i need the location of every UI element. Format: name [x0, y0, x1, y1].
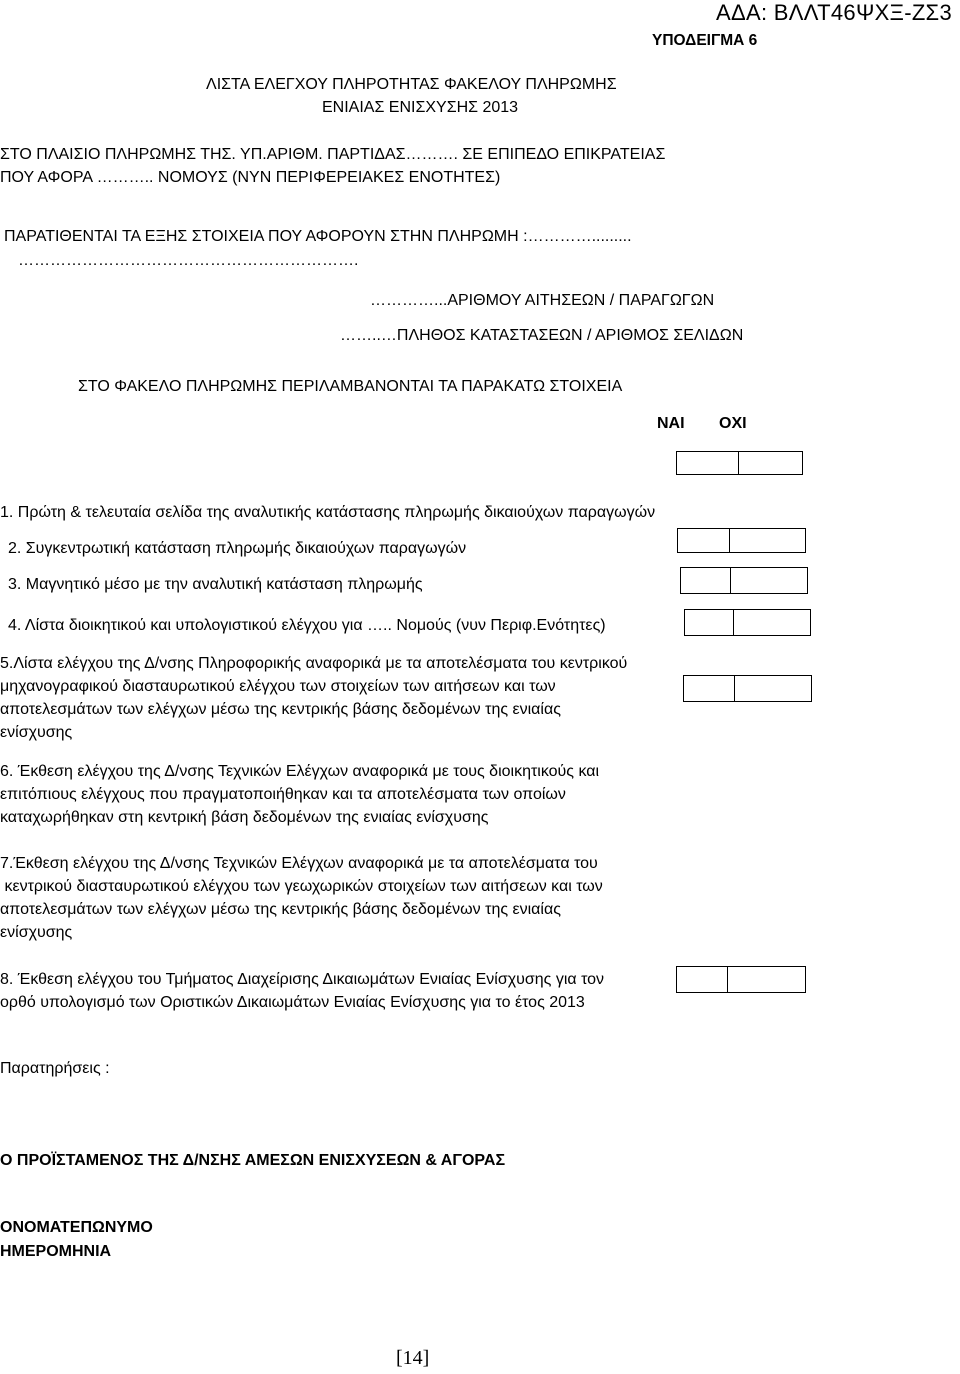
attached-line2: ………………………………………………………. [18, 252, 359, 269]
ada-code: ΑΔΑ: ΒΛΛΤ46ΨΧΞ-ΖΣ3 [716, 0, 952, 25]
item-line: αποτελεσμάτων των ελέγχων μέσω της κεντρικής βάσης δεδομένων της ενιαίας [0, 901, 561, 918]
item-line: 6. Έκθεση ελέγχου της Δ/νσης Τεχνικών Ελέγχων αναφορικά με τους διοικητικούς και [0, 763, 600, 780]
remarks-label: Παρατηρήσεις : [0, 1060, 110, 1077]
checklist-item-2 [8, 537, 466, 560]
item-line: αποτελεσμάτων των ελέγχων μέσω της κεντρικής βάσης δεδομένων της ενιαίας [0, 701, 561, 718]
context-line1: ΣΤΟ ΠΛΑΙΣΙΟ ΠΛΗΡΩΜΗΣ ΤΗΣ. ΥΠ.ΑΡΙΘΜ. ΠΑΡΤΙΔΑΣ………. ΣΕ ΕΠΙΠΕΔΟ ΕΠΙΚΡΑΤΕΙΑΣ [0, 146, 666, 163]
item-line: 7.Έκθεση ελέγχου της Δ/νσης Τεχνικών Ελέγχων αναφορικά με τα αποτελέσματα του [0, 855, 598, 872]
item-line: 2. Συγκεντρωτική κατάσταση πληρωμής δικαιούχων παραγωγών [8, 540, 467, 557]
folder-heading: ΣΤΟ ΦΑΚΕΛΟ ΠΛΗΡΩΜΗΣ ΠΕΡΙΛΑΜΒΑΝΟΝΤΑΙ ΤΑ ΠΑΡΑΚΑΤΩ ΣΤΟΙΧΕΙΑ [78, 378, 623, 395]
item-line: ενίσχυσης [0, 724, 73, 741]
signature-heading: Ο ΠΡΟΪΣΤΑΜΕΝΟΣ ΤΗΣ Δ/ΝΣΗΣ ΑΜΕΣΩΝ ΕΝΙΣΧΥΣΕΩΝ & ΑΓΟΡΑΣ [0, 1152, 506, 1169]
attached-line1: ΠΑΡΑΤΙΘΕΝΤΑΙ ΤΑ ΕΞΗΣ ΣΤΟΙΧΕΙΑ ΠΟΥ ΑΦΟΡΟΥΝ ΣΤΗΝ ΠΛΗΡΩΜΗ :…………......... [4, 228, 632, 245]
checkbox-no-item-3[interactable] [730, 567, 808, 594]
date-label: ΗΜΕΡΟΜΗΝΙΑ [0, 1243, 112, 1260]
item-line: καταχωρήθηκαν στη κεντρική βάση δεδομένων της ενιαίας ενίσχυσης [0, 809, 489, 826]
checklist-item-3 [8, 573, 423, 596]
item-line: 3. Μαγνητικό μέσο με την αναλυτική κατάσταση πληρωμής [8, 576, 423, 593]
checklist-item-8 [0, 968, 604, 1014]
item-line: μηχανογραφικού διασταυρωτικού ελέγχου των στοιχείων των αιτήσεων και των [0, 678, 556, 695]
document-title-line2: ΕΝΙΑΙΑΣ ΕΝΙΣΧΥΣΗΣ 2013 [322, 99, 519, 116]
checkbox-yes-item-5[interactable] [683, 675, 736, 702]
checkbox-yes-item-1[interactable] [676, 451, 740, 475]
item-line: κεντρικού διασταυρωτικού ελέγχου των γεωχωρικών στοιχείων των αιτήσεων και των [0, 878, 603, 895]
checkbox-yes-item-4[interactable] [684, 609, 735, 636]
checkbox-no-item-4[interactable] [733, 609, 811, 636]
checklist-item-4 [8, 614, 606, 637]
checklist-item-1 [0, 501, 655, 524]
checklist-item-7 [0, 852, 603, 944]
item-line: 1. Πρώτη & τελευταία σελίδα της αναλυτικής κατάστασης πληρωμής δικαιούχων παραγωγών [0, 504, 656, 521]
full-name-label: ΟΝΟΜΑΤΕΠΩΝΥΜΟ [0, 1219, 153, 1236]
item-line: επιτόπιους ελέγχους που πραγματοποιήθηκαν και τα αποτελέσματα των οποίων [0, 786, 566, 803]
checkbox-no-item-8[interactable] [727, 966, 806, 993]
item-line: 5.Λίστα ελέγχου της Δ/νσης Πληροφορικής αναφορικά με τα αποτελέσματα του κεντρικού [0, 655, 628, 672]
item-line: 8. Έκθεση ελέγχου του Τμήματος Διαχείρισης Δικαιωμάτων Ενιαίας Ενίσχυσης για τον [0, 971, 605, 988]
checkbox-no-item-2[interactable] [729, 528, 806, 553]
checklist-item-5 [0, 652, 627, 744]
item-line: ορθό υπολογισμό των Οριστικών Δικαιωμάτων Ενιαίας Ενίσχυσης για το έτος 2013 [0, 994, 585, 1011]
applications-count: …………...ΑΡΙΘΜΟΥ ΑΙΤΗΣΕΩΝ / ΠΑΡΑΓΩΓΩΝ [370, 292, 715, 309]
checkbox-yes-item-2[interactable] [677, 528, 731, 553]
checkbox-no-item-1[interactable] [738, 451, 803, 475]
statements-count: ……..…ΠΛΗΘΟΣ ΚΑΤΑΣΤΑΣΕΩΝ / ΑΡΙΘΜΟΣ ΣΕΛΙΔΩΝ [340, 327, 744, 344]
column-no: ΟΧΙ [719, 415, 747, 432]
document-title-line1: ΛΙΣΤΑ ΕΛΕΓΧΟΥ ΠΛΗΡΟΤΗΤΑΣ ΦΑΚΕΛΟΥ ΠΛΗΡΩΜΗΣ [206, 76, 617, 93]
page-number: [14] [396, 1347, 430, 1369]
checklist-item-6 [0, 760, 599, 829]
checkbox-no-item-5[interactable] [734, 675, 812, 702]
checkbox-yes-item-3[interactable] [680, 567, 732, 594]
column-yes: ΝΑΙ [657, 415, 685, 432]
example-label: ΥΠΟΔΕΙΓΜΑ 6 [652, 32, 758, 49]
context-line2: ΠΟΥ ΑΦΟΡΑ ……….. ΝΟΜΟΥΣ (ΝΥΝ ΠΕΡΙΦΕΡΕΙΑΚΕΣ ΕΝΟΤΗΤΕΣ) [0, 169, 501, 186]
item-line: 4. Λίστα διοικητικού και υπολογιστικού ελέγχου για ….. Νομούς (νυν Περιφ.Ενότητες) [8, 617, 606, 634]
item-line: ενίσχυσης [0, 924, 73, 941]
checkbox-yes-item-8[interactable] [676, 966, 729, 993]
